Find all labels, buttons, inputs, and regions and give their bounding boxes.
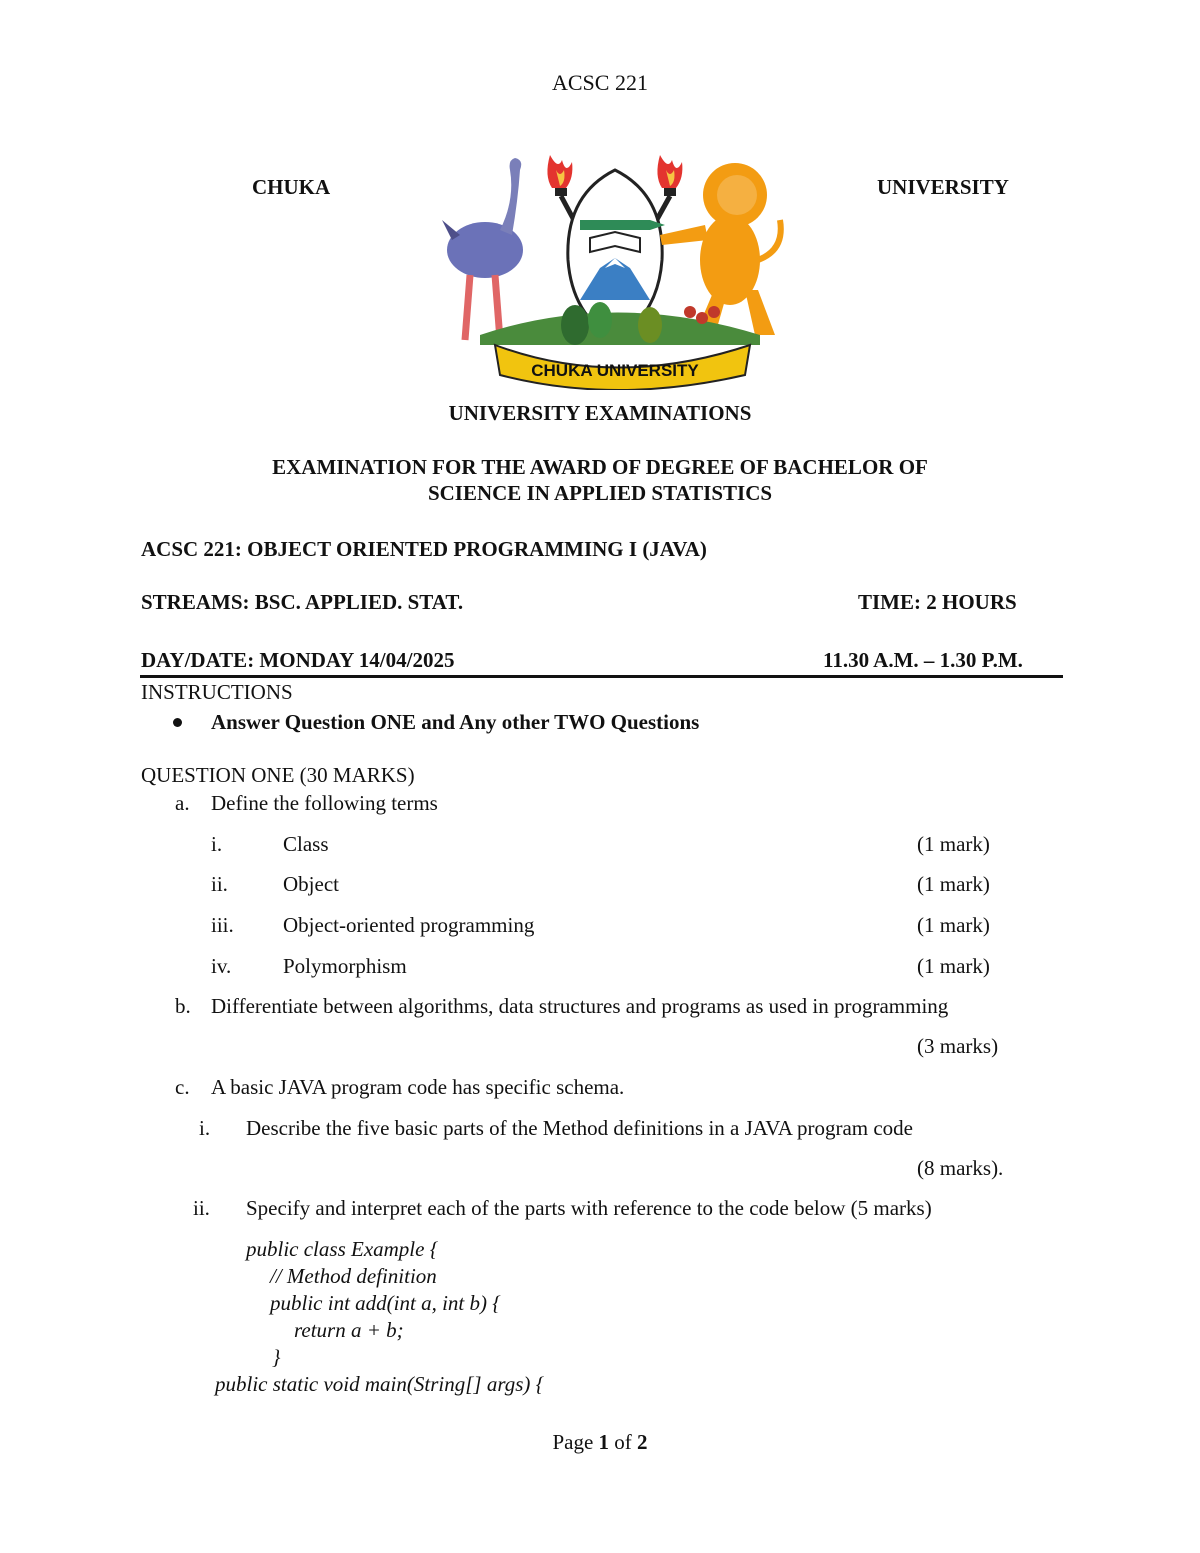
lion-icon [660, 163, 781, 335]
item-marks: (1 mark) [917, 913, 990, 937]
part-c-i-text: Describe the five basic parts of the Method definitions in a JAVA program code [246, 1116, 913, 1140]
item-marks: (1 mark) [917, 872, 990, 896]
ostrich-icon [442, 158, 523, 340]
crest-banner-text: CHUKA UNIVERSITY [531, 361, 699, 380]
footer-page-total: 2 [637, 1430, 648, 1454]
part-b-marks: (3 marks) [917, 1034, 999, 1058]
award-title-line1: EXAMINATION FOR THE AWARD OF DEGREE OF BACHELOR OF [272, 455, 928, 479]
course-title: ACSC 221: OBJECT ORIENTED PROGRAMMING I (JAVA) [141, 537, 707, 561]
letterhead-right: UNIVERSITY [877, 175, 1009, 199]
part-b-label: b. [175, 994, 191, 1018]
university-crest-logo [440, 140, 790, 390]
part-c-i-num: i. [199, 1116, 211, 1140]
letterhead-left: CHUKA [252, 175, 331, 199]
award-title-line2: SCIENCE IN APPLIED STATISTICS [427, 481, 773, 505]
code-line: public static void main(String[] args) { [215, 1372, 545, 1396]
item-text: Class [283, 832, 329, 856]
item-num: i. [211, 832, 223, 856]
footer-of-word: of [614, 1430, 632, 1454]
code-line: return a + b; [294, 1318, 404, 1342]
part-b-text: Differentiate between algorithms, data structures and programs as used in programming [211, 994, 949, 1018]
code-line: public int add(int a, int b) { [270, 1291, 501, 1315]
code-line: public class Example { [246, 1237, 439, 1261]
code-line: // Method definition [270, 1264, 437, 1288]
daydate-label: DAY/DATE: MONDAY 14/04/2025 [141, 648, 455, 672]
footer-page-num: 1 [598, 1430, 610, 1454]
part-c-i-marks: (8 marks). [917, 1156, 1004, 1180]
hours-label: 11.30 A.M. – 1.30 P.M. [823, 648, 1023, 672]
instructions-bullet: Answer Question ONE and Any other TWO Questions [211, 710, 700, 734]
part-c-label: c. [175, 1075, 190, 1099]
item-num: ii. [211, 872, 228, 896]
part-a-label: a. [175, 791, 190, 815]
page-footer [0, 1430, 1200, 1455]
question-one-heading: QUESTION ONE (30 MARKS) [141, 763, 415, 787]
part-c-ii-num: ii. [193, 1196, 210, 1220]
item-text: Object-oriented programming [283, 913, 535, 937]
item-marks: (1 mark) [917, 832, 990, 856]
item-text: Object [283, 872, 339, 896]
streams-label: STREAMS: BSC. APPLIED. STAT. [141, 590, 464, 614]
code-line: } [272, 1345, 281, 1369]
instructions-heading: INSTRUCTIONS [141, 680, 293, 704]
bullet-icon [173, 718, 182, 727]
item-num: iv. [211, 954, 232, 978]
part-c-ii-text: Specify and interpret each of the parts with reference to the code below (5 marks) [246, 1196, 932, 1220]
part-c-text: A basic JAVA program code has specific schema. [211, 1075, 625, 1099]
item-text: Polymorphism [283, 954, 407, 978]
header-divider [140, 675, 1063, 678]
footer-page-word: Page [552, 1430, 594, 1454]
page-header-code: ACSC 221 [552, 70, 648, 95]
exams-title: UNIVERSITY EXAMINATIONS [448, 401, 752, 425]
item-num: iii. [211, 913, 234, 937]
part-a-text: Define the following terms [211, 791, 438, 815]
time-label: TIME: 2 HOURS [858, 590, 1017, 614]
item-marks: (1 mark) [917, 954, 990, 978]
